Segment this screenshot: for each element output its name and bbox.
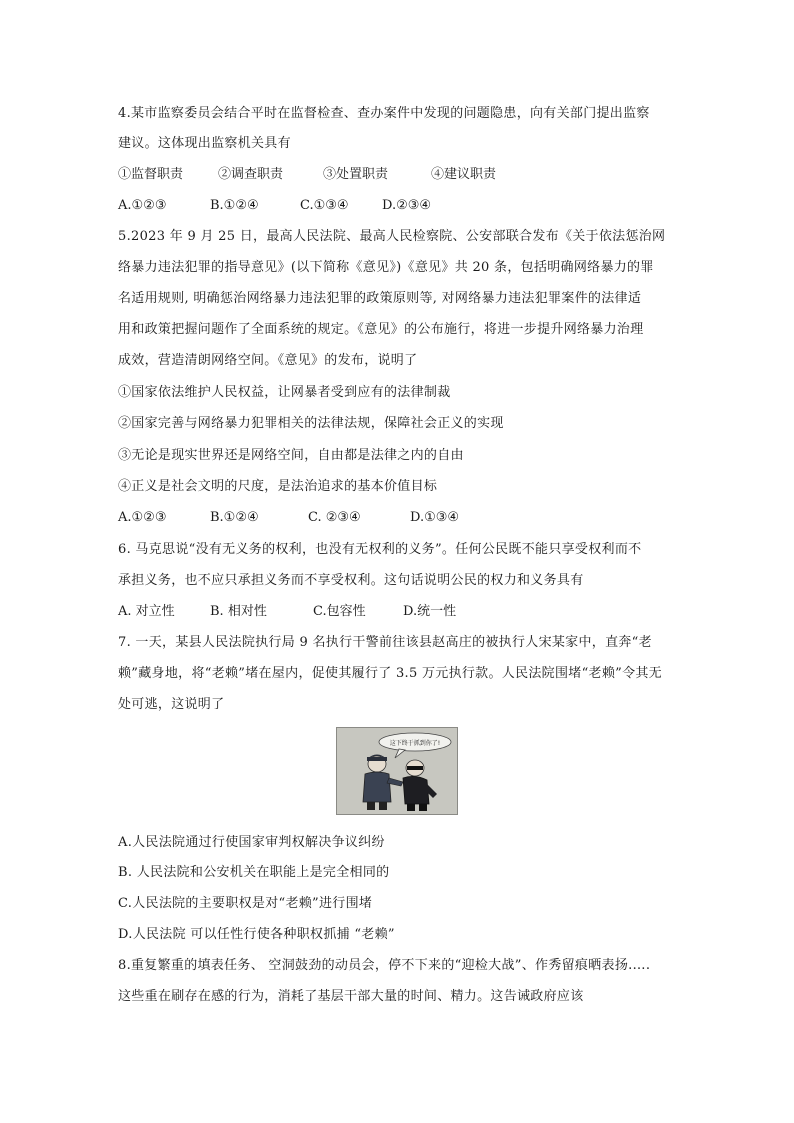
q5-options xyxy=(118,509,459,527)
q7-option-c: C.人民法院的主要职权是对“老赖”进行围堵 xyxy=(118,896,373,911)
q4-option-d: D.②③④ xyxy=(382,198,432,213)
q5-option-b: B.①②④ xyxy=(210,510,259,525)
q4-items xyxy=(118,166,496,184)
q6-option-d: D.统一性 xyxy=(403,604,457,619)
q5-item-1: ①国家依法维护人民权益，让网暴者受到应有的法律制裁 xyxy=(118,385,451,400)
cartoon-drawing xyxy=(337,728,457,814)
q8-stem-line-2: 这些重在刷存在感的行为，消耗了基层干部大量的时间、精力。这告诫政府应该 xyxy=(118,989,584,1004)
q4-option-c: C.①③④ xyxy=(300,198,349,213)
q5-option-d: D.①③④ xyxy=(410,510,460,525)
q6-option-c: C.包容性 xyxy=(313,604,366,619)
q4-stem-line-1: 4.某市监察委员会结合平时在监督检查、查办案件中发现的问题隐患，向有关部门提出监察 xyxy=(118,106,650,121)
q5-stem-line-1: 5.2023 年 9 月 25 日，最高人民法院、最高人民检察院、公安部联合发布《关于依法惩治网 xyxy=(118,229,666,244)
q5-option-c: C. ②③④ xyxy=(308,510,361,525)
q4-options xyxy=(118,197,431,215)
q5-item-4: ④正义是社会文明的尺度，是法治追求的基本价值目标 xyxy=(118,479,438,494)
q6-stem-line-1: 6. 马克思说“没有无义务的权利，也没有无权利的义务”。任何公民既不能只享受权利而不 xyxy=(118,542,642,557)
speech-bubble-text: 这下终于抓到你了! xyxy=(389,740,441,747)
q7-option-d: D.人民法院 可以任性行使各种职权抓捕 “老赖” xyxy=(118,927,395,942)
cartoon-illustration xyxy=(336,727,458,815)
q6-option-b: B. 相对性 xyxy=(210,604,267,619)
q6-stem-line-2: 承担义务，也不应只承担义务而不享受权利。这句话说明公民的权力和义务具有 xyxy=(118,573,584,588)
q5-item-3: ③无论是现实世界还是网络空间，自由都是法律之内的自由 xyxy=(118,448,464,463)
q5-item-2: ②国家完善与网络暴力犯罪相关的法律法规，保障社会正义的实现 xyxy=(118,416,504,431)
q5-option-a: A.①②③ xyxy=(118,510,167,525)
q8-stem-line-1: 8.重复繁重的填表任务、 空洞鼓劲的动员会，停不下来的“迎检大战”、作秀留痕晒表扬.…. xyxy=(118,958,651,973)
q7-option-a: A.人民法院通过行使国家审判权解决争议纠纷 xyxy=(118,835,385,850)
q6-option-a: A. 对立性 xyxy=(118,604,175,619)
q4-option-a: A.①②③ xyxy=(118,198,167,213)
q4-item-3: ③处置职责 xyxy=(323,167,389,182)
q5-stem-line-4: 用和政策把握问题作了全面系统的规定。《意见》的公布施行，将进一步提升网络暴力治理 xyxy=(118,322,644,337)
q7-option-b: B. 人民法院和公安机关在职能上是完全相同的 xyxy=(118,865,390,880)
q5-stem-line-2: 络暴力违法犯罪的指导意见》(以下简称《意见》)《意见》共 20 条，包括明确网络暴力的罪 xyxy=(118,260,654,275)
q4-item-4: ④建议职责 xyxy=(431,167,497,182)
q7-stem-line-2: 赖”藏身地，将“老赖”堵在屋内，促使其履行了 3.5 万元执行款。人民法院围堵“老赖”令其无 xyxy=(118,666,662,681)
q4-stem-line-2: 建议。这体现出监察机关具有 xyxy=(118,136,291,151)
q4-option-b: B.①②④ xyxy=(210,198,259,213)
q4-item-1: ①监督职责 xyxy=(118,167,184,182)
q7-stem-line-1: 7. 一天，某县人民法院执行局 9 名执行干警前往该县赵高庄的被执行人宋某家中，直奔“老 xyxy=(118,635,652,650)
q7-stem-line-3: 处可逃，这说明了 xyxy=(118,697,225,712)
q5-stem-line-5: 成效，营造清朗网络空间。《意见》的发布，说明了 xyxy=(118,353,418,368)
q5-stem-line-3: 名适用规则, 明确惩治网络暴力违法犯罪的政策原则等, 对网络暴力违法犯罪案件的法律适 xyxy=(118,291,642,306)
q6-options xyxy=(118,603,456,621)
q4-item-2: ②调查职责 xyxy=(218,167,284,182)
